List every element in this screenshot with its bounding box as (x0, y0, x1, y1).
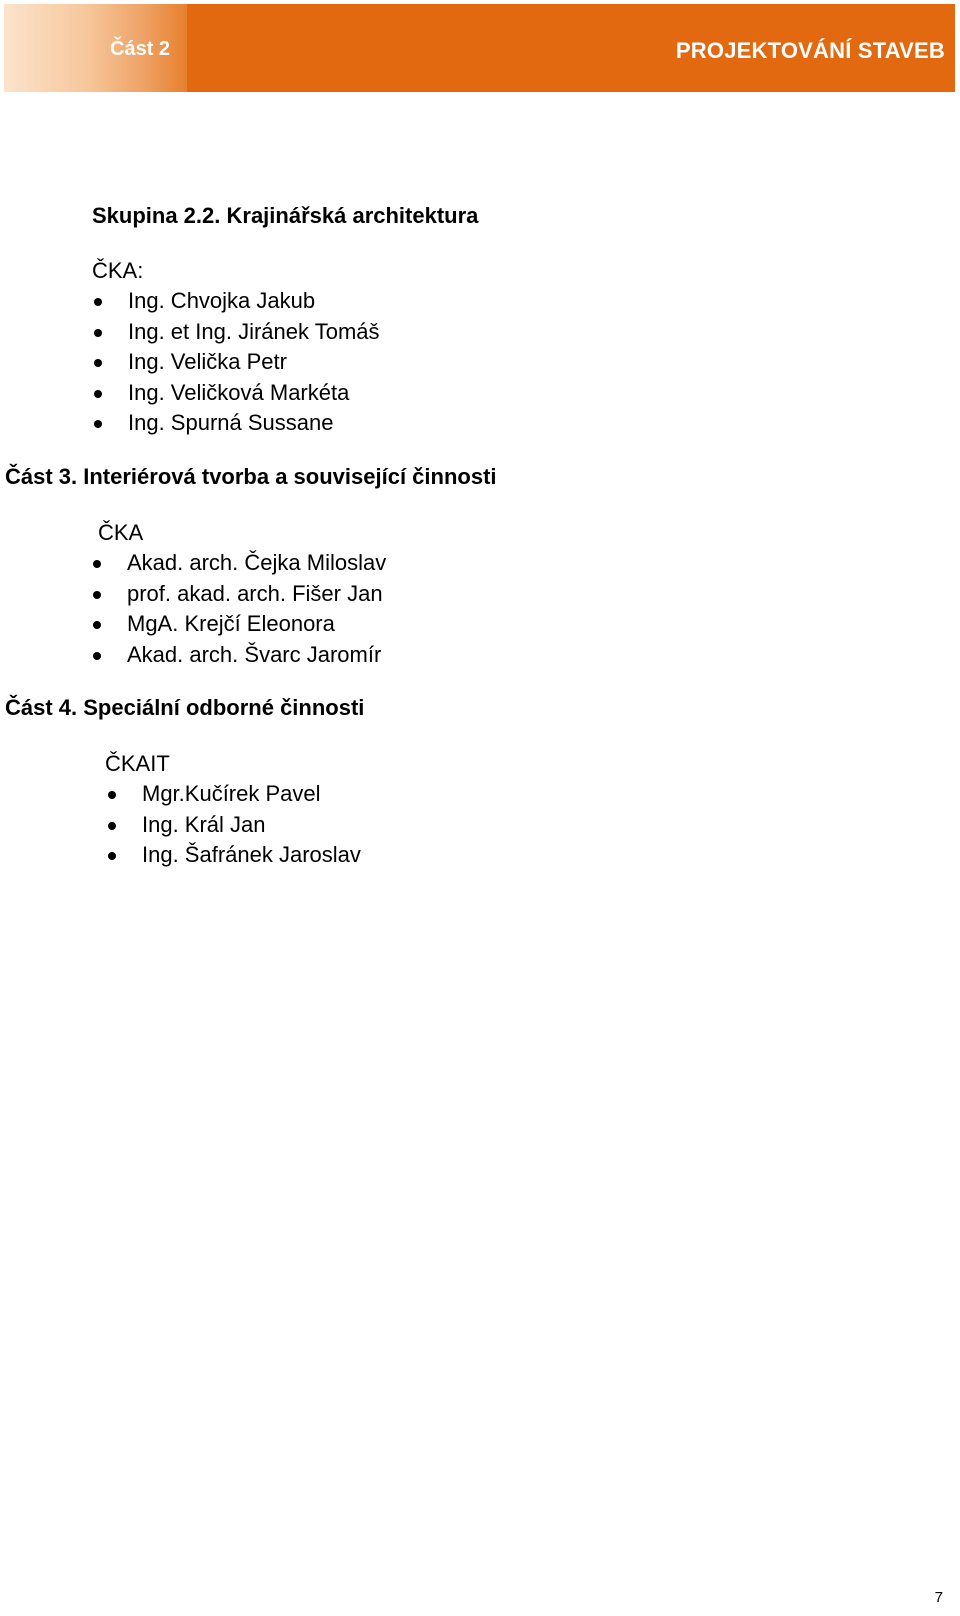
group-2-2-heading: Skupina 2.2. Krajinářská architektura (92, 203, 479, 228)
bullet-icon (93, 621, 101, 629)
member-name: Ing. Šafránek Jaroslav (142, 842, 361, 867)
member-name: Ing. Veličková Markéta (128, 379, 350, 405)
member-name: MgA. Krejčí Eleonora (127, 611, 335, 636)
bullet-icon (94, 390, 102, 398)
member-name: Akad. arch. Čejka Miloslav (127, 550, 387, 575)
member-name: Ing. et Ing. Jiránek Tomáš (128, 318, 380, 344)
bullet-icon (108, 791, 116, 799)
part-4-heading: Část 4. Speciální odborné činnosti (5, 695, 365, 720)
bullet-icon (94, 420, 102, 428)
header-part-label: Část 2 (110, 38, 171, 60)
part-3-heading: Část 3. Interiérová tvorba a související činnosti (5, 464, 497, 489)
bullet-icon (94, 359, 102, 367)
member-name: Ing. Král Jan (142, 811, 266, 837)
bullet-icon (94, 329, 102, 337)
member-name: prof. akad. arch. Fišer Jan (127, 580, 383, 606)
bullet-icon (93, 591, 101, 599)
bullet-icon (94, 298, 102, 306)
part-4-organization: ČKAIT (105, 751, 170, 776)
member-name: Akad. arch. Švarc Jaromír (127, 641, 382, 667)
member-name: Ing. Velička Petr (128, 349, 287, 374)
bullet-icon (93, 652, 101, 660)
bullet-icon (108, 822, 116, 830)
page-number: 7 (934, 1589, 943, 1606)
header-title: PROJEKTOVÁNÍ STAVEB (675, 38, 945, 63)
member-name: Mgr.Kučírek Pavel (142, 781, 321, 806)
group-2-2-organization: ČKA: (92, 258, 144, 283)
part-3-organization: ČKA (98, 520, 144, 545)
bullet-icon (108, 852, 116, 860)
member-name: Ing. Spurná Sussane (128, 410, 334, 435)
member-name: Ing. Chvojka Jakub (128, 288, 316, 313)
page-header-banner (4, 4, 955, 92)
bullet-icon (93, 560, 101, 568)
